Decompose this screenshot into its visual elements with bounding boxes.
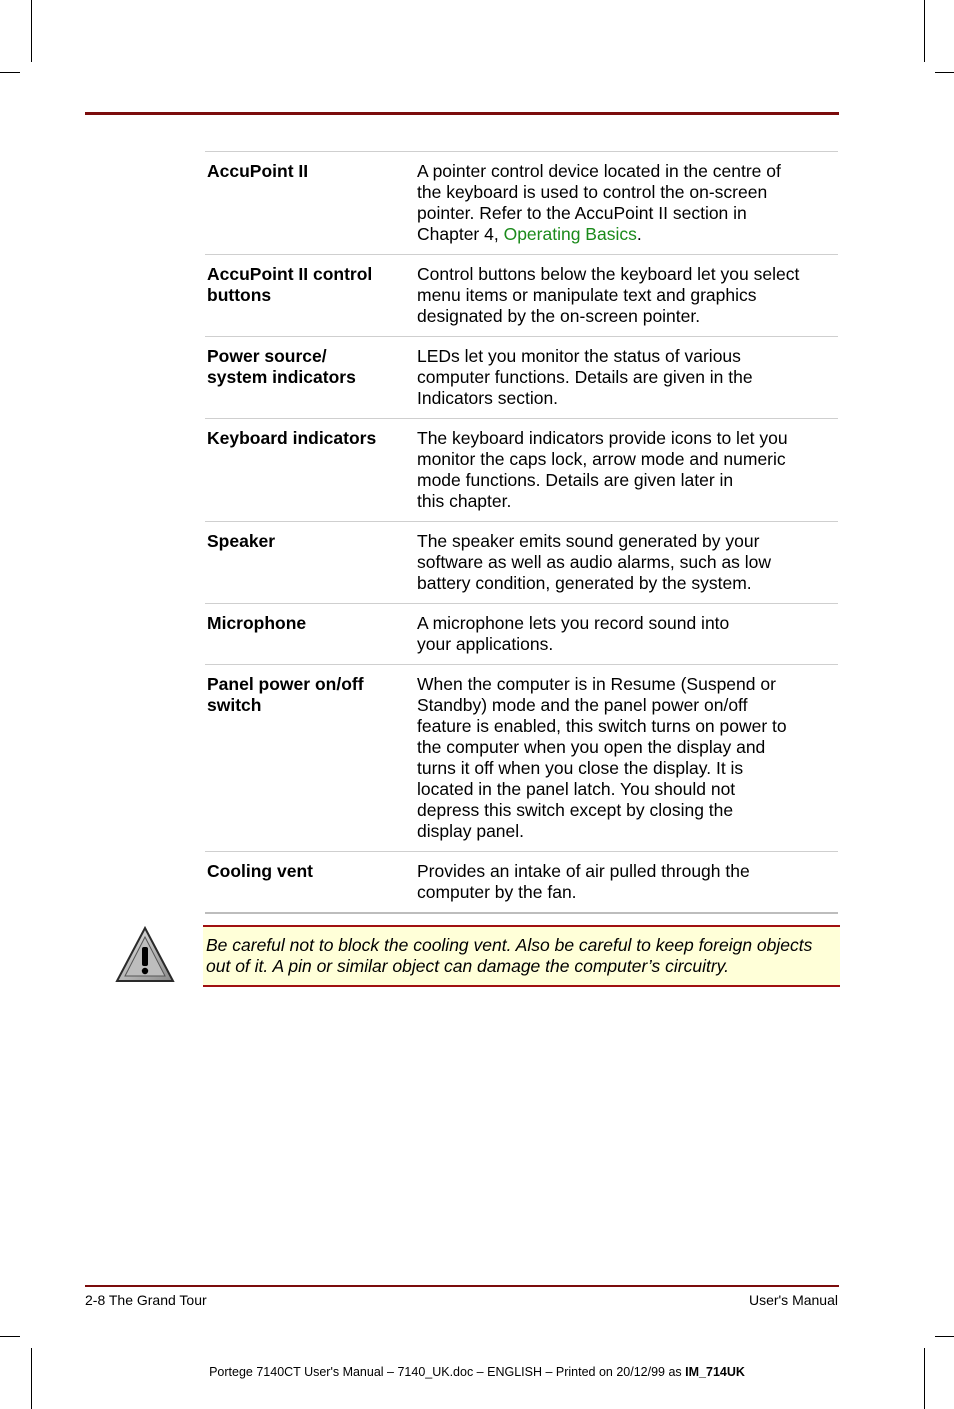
description-line: computer by the fan. — [417, 882, 577, 902]
term-label — [205, 346, 417, 409]
description-line: Standby) mode and the panel power on/off — [417, 695, 748, 715]
description-line: Provides an intake of air pulled through the — [417, 861, 750, 881]
header-rule — [85, 112, 839, 115]
term-label — [205, 264, 417, 327]
print-info — [200, 1365, 754, 1379]
term-line: AccuPoint II control — [207, 264, 373, 284]
caution-warning-icon — [114, 925, 176, 985]
description-line — [417, 224, 838, 245]
term-line: buttons — [207, 285, 272, 305]
description-text: Chapter 4, — [417, 224, 504, 244]
description — [417, 674, 838, 842]
table-row — [205, 419, 838, 522]
term-label — [205, 531, 417, 594]
description-line: turns it off when you close the display. It is — [417, 758, 744, 778]
caution-line: out of it. A pin or similar object can damage the computer’s circuitry. — [206, 956, 729, 976]
caution-box — [203, 925, 840, 987]
table-row — [205, 255, 838, 337]
term-line: system indicators — [207, 367, 356, 387]
term-label — [205, 613, 417, 655]
footer-manual-label: User's Manual — [748, 1292, 838, 1308]
description-line: designated by the on-screen pointer. — [417, 306, 701, 326]
print-info-text: Portege 7140CT User's Manual – 7140_UK.doc – ENGLISH – Printed on 20/12/99 as — [209, 1365, 686, 1379]
table-row — [205, 852, 838, 914]
crop-mark — [31, 1348, 32, 1409]
print-info-code: IM_714UK — [685, 1365, 745, 1379]
description-line: A microphone lets you record sound into — [417, 613, 730, 633]
term-line: Power source/ — [207, 346, 327, 366]
description-line: monitor the caps lock, arrow mode and numeric — [417, 449, 786, 469]
crop-mark — [0, 1336, 20, 1337]
description-line: computer functions. Details are given in the — [417, 367, 753, 387]
crop-mark — [935, 1336, 954, 1337]
crop-mark — [31, 0, 32, 62]
description — [417, 264, 838, 327]
description — [417, 346, 838, 409]
description-line: A pointer control device located in the centre of — [417, 161, 781, 181]
table-row — [205, 665, 838, 852]
description — [417, 861, 838, 903]
description-line: mode functions. Details are given later in — [417, 470, 734, 490]
description — [417, 161, 838, 245]
description-line: battery condition, generated by the system. — [417, 573, 752, 593]
description-line: Control buttons below the keyboard let you select — [417, 264, 800, 284]
description-line: your applications. — [417, 634, 554, 654]
description-line: display panel. — [417, 821, 525, 841]
term-line: Panel power on/off — [207, 674, 364, 694]
term-line: Cooling vent — [207, 861, 313, 881]
description-line: this chapter. — [417, 491, 512, 511]
description-line: the keyboard is used to control the on-screen — [417, 182, 768, 202]
description-line: The keyboard indicators provide icons to let you — [417, 428, 788, 448]
description-text: . — [636, 224, 642, 244]
crop-mark — [0, 72, 20, 73]
term-label — [205, 428, 417, 512]
description-line: depress this switch except by closing the — [417, 800, 734, 820]
description — [417, 531, 838, 594]
definition-table — [205, 151, 838, 914]
term-line: Speaker — [207, 531, 276, 551]
description-line: menu items or manipulate text and graphics — [417, 285, 757, 305]
description-line: feature is enabled, this switch turns on power to — [417, 716, 787, 736]
chapter-link[interactable]: Operating Basics — [503, 224, 637, 244]
description-line: pointer. Refer to the AccuPoint II section in — [417, 203, 747, 223]
crop-mark — [924, 1348, 925, 1409]
footer-rule — [85, 1285, 839, 1287]
term-label — [205, 674, 417, 842]
term-line: switch — [207, 695, 262, 715]
term-line: AccuPoint II — [207, 161, 309, 181]
term-label — [205, 161, 417, 245]
description-line: The speaker emits sound generated by your — [417, 531, 760, 551]
term-label — [205, 861, 417, 903]
footer-page-label: 2-8 The Grand Tour — [85, 1292, 207, 1308]
caution-line: Be careful not to block the cooling vent. Also be careful to keep foreign objects — [206, 935, 813, 955]
term-line: Microphone — [207, 613, 307, 633]
term-line: Keyboard indicators — [207, 428, 377, 448]
caution-text — [206, 935, 812, 977]
description-line: the computer when you open the display and — [417, 737, 766, 757]
description-line: software as well as audio alarms, such as low — [417, 552, 772, 572]
table-row — [205, 522, 838, 604]
table-row — [205, 337, 838, 419]
table-row — [205, 152, 838, 255]
description-line: located in the panel latch. You should not — [417, 779, 736, 799]
crop-mark — [935, 72, 954, 73]
description-line: LEDs let you monitor the status of various — [417, 346, 741, 366]
description — [417, 613, 838, 655]
description — [417, 428, 838, 512]
crop-mark — [924, 0, 925, 62]
description-line: When the computer is in Resume (Suspend or — [417, 674, 776, 694]
description-line: Indicators section. — [417, 388, 559, 408]
table-row — [205, 604, 838, 665]
